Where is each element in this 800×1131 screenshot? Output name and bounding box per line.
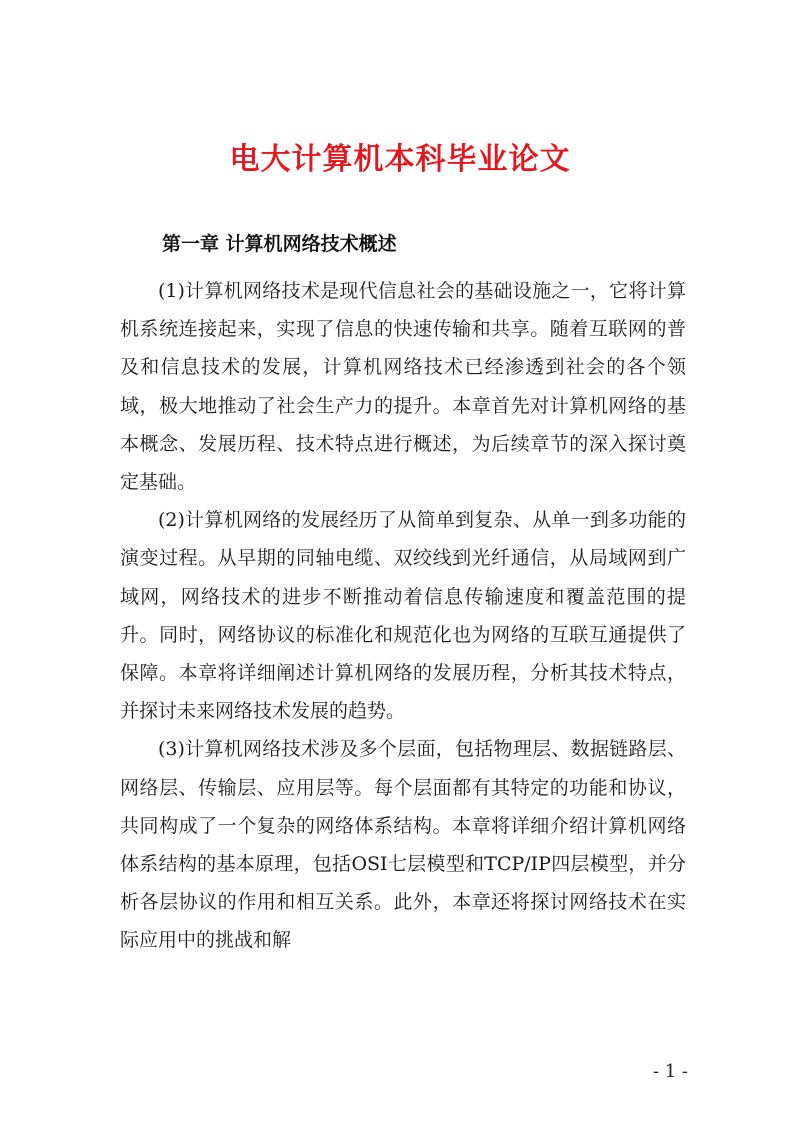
page-number: - 1 - bbox=[652, 1061, 688, 1082]
chapter-heading: 第一章 计算机网络技术概述 bbox=[162, 233, 397, 255]
paragraph-3: (3)计算机网络技术涉及多个层面，包括物理层、数据链路层、网络层、传输层、应用层等。每个层面都有其特定的功能和协议，共同构成了一个复杂的网络体系结构。本章将详细介绍计算机网络体系结构的基本原理，包括OSI七层模型和TCP/IP四层模型，并分析各层协议的作用和相互关系。此外，本章还将探讨网络技术在实际应用中的挑战和解 bbox=[120, 738, 686, 952]
paragraph-2: (2)计算机网络的发展经历了从简单到复杂、从单一到多功能的演变过程。从早期的同轴电缆、双绞线到光纤通信，从局域网到广域网，网络技术的进步不断推动着信息传输速度和覆盖范围的提升。同时，网络协议的标准化和规范化也为网络的互联互通提供了保障。本章将详细阐述计算机网络的发展历程，分析其技术特点，并探讨未来网络技术发展的趋势。 bbox=[120, 509, 686, 723]
body-text bbox=[120, 272, 686, 960]
paragraph-1: (1)计算机网络技术是现代信息社会的基础设施之一，它将计算机系统连接起来，实现了信息的快速传输和共享。随着互联网的普及和信息技术的发展，计算机网络技术已经渗透到社会的各个领域，极大地推动了社会生产力的提升。本章首先对计算机网络的基本概念、发展历程、技术特点进行概述，为后续章节的深入探讨奠定基础。 bbox=[120, 280, 686, 494]
document-title: 电大计算机本科毕业论文 bbox=[229, 142, 571, 177]
